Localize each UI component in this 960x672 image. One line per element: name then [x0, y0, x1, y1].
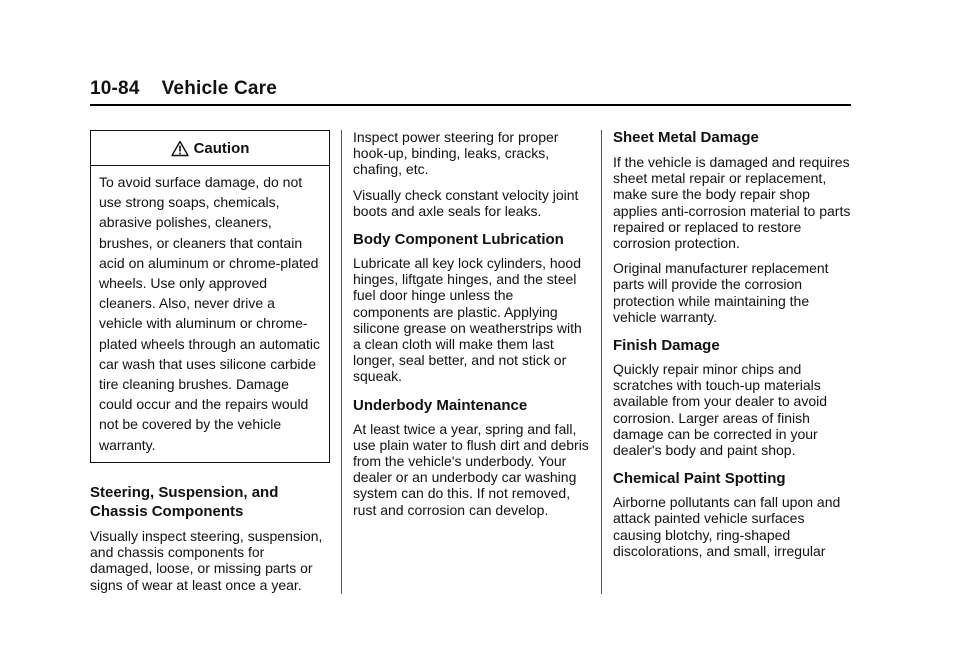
column-divider-1 — [341, 130, 342, 594]
sheet-metal-paragraph-1: If the vehicle is damaged and requires sheet metal repair or replacement, make sure the body repair shop applies anti-corrosion material to parts repaired or replaced to restore corrosion protection. — [613, 154, 851, 252]
heading-chemical-spotting: Chemical Paint Spotting — [613, 470, 786, 488]
steering-paragraph-3: Visually check constant velocity joint boots and axle seals for leaks. — [353, 186, 579, 219]
sheet-metal-paragraph-2: Original manufacturer replacement parts will provide the corrosion protection while maintaining the vehicle warranty. — [613, 260, 829, 325]
column-divider-2 — [601, 130, 602, 594]
column-3 — [613, 129, 853, 559]
heading-steering: Steering, Suspension, and Chassis Components — [90, 483, 279, 520]
underbody-paragraph: At least twice a year, spring and fall, use plain water to flush dirt and debris from the vehicle's underbody. Your dealer or an underbody car washing system can do this. If not removed, rust and corrosion can develop. — [353, 420, 589, 518]
caution-box — [90, 130, 330, 463]
warning-triangle-icon — [171, 140, 189, 157]
caution-text: To avoid surface damage, do not use strong soaps, chemicals, abrasive polishes, cleaners, brushes, or cleaners that contain acid on aluminum or chrome-plated wheels. Use only approved cleaners. Also, never drive a vehicle with aluminum or chrome-plated wheels through an automatic car wash that uses silicone carbide tire cleaning brushes. Damage could occur and the repairs would not be covered by the vehicle warranty. — [99, 174, 321, 453]
page-number: 10-84 — [90, 78, 140, 99]
body-lubrication-paragraph: Lubricate all key lock cylinders, hood hinges, liftgate hinges, and the steel fuel door hinge unless the components are plastic. Applying silicone grease on weatherstrips with a clean cloth will make them last longer, seal better, and not stick or squeak. — [353, 255, 582, 385]
column-2 — [353, 129, 591, 518]
caution-header — [91, 131, 329, 166]
header-rule — [90, 104, 851, 106]
heading-underbody: Underbody Maintenance — [353, 396, 528, 414]
heading-finish-damage: Finish Damage — [613, 337, 720, 355]
steering-paragraph-2: Inspect power steering for proper hook-up, binding, leaks, cracks, chafing, etc. — [353, 129, 559, 178]
heading-body-lubrication: Body Component Lubrication — [353, 231, 564, 249]
column-1 — [90, 130, 330, 593]
steering-paragraph-1: Visually inspect steering, suspension, and chassis components for damaged, loose, or missing parts or signs of wear at least once a year. — [90, 527, 323, 593]
section-title: Vehicle Care — [161, 78, 278, 99]
heading-sheet-metal: Sheet Metal Damage — [613, 129, 759, 146]
chemical-spotting-paragraph: Airborne pollutants can fall upon and attack painted vehicle surfaces causing blotchy, ring-shaped discolorations, and small, irregular — [613, 494, 841, 559]
caution-title: Caution — [193, 139, 250, 157]
finish-damage-paragraph: Quickly repair minor chips and scratches with touch-up materials available from your dealer to avoid corrosion. Larger areas of finish damage can be corrected in your dealer's body and paint shop. — [613, 361, 828, 459]
page-header — [90, 78, 277, 100]
